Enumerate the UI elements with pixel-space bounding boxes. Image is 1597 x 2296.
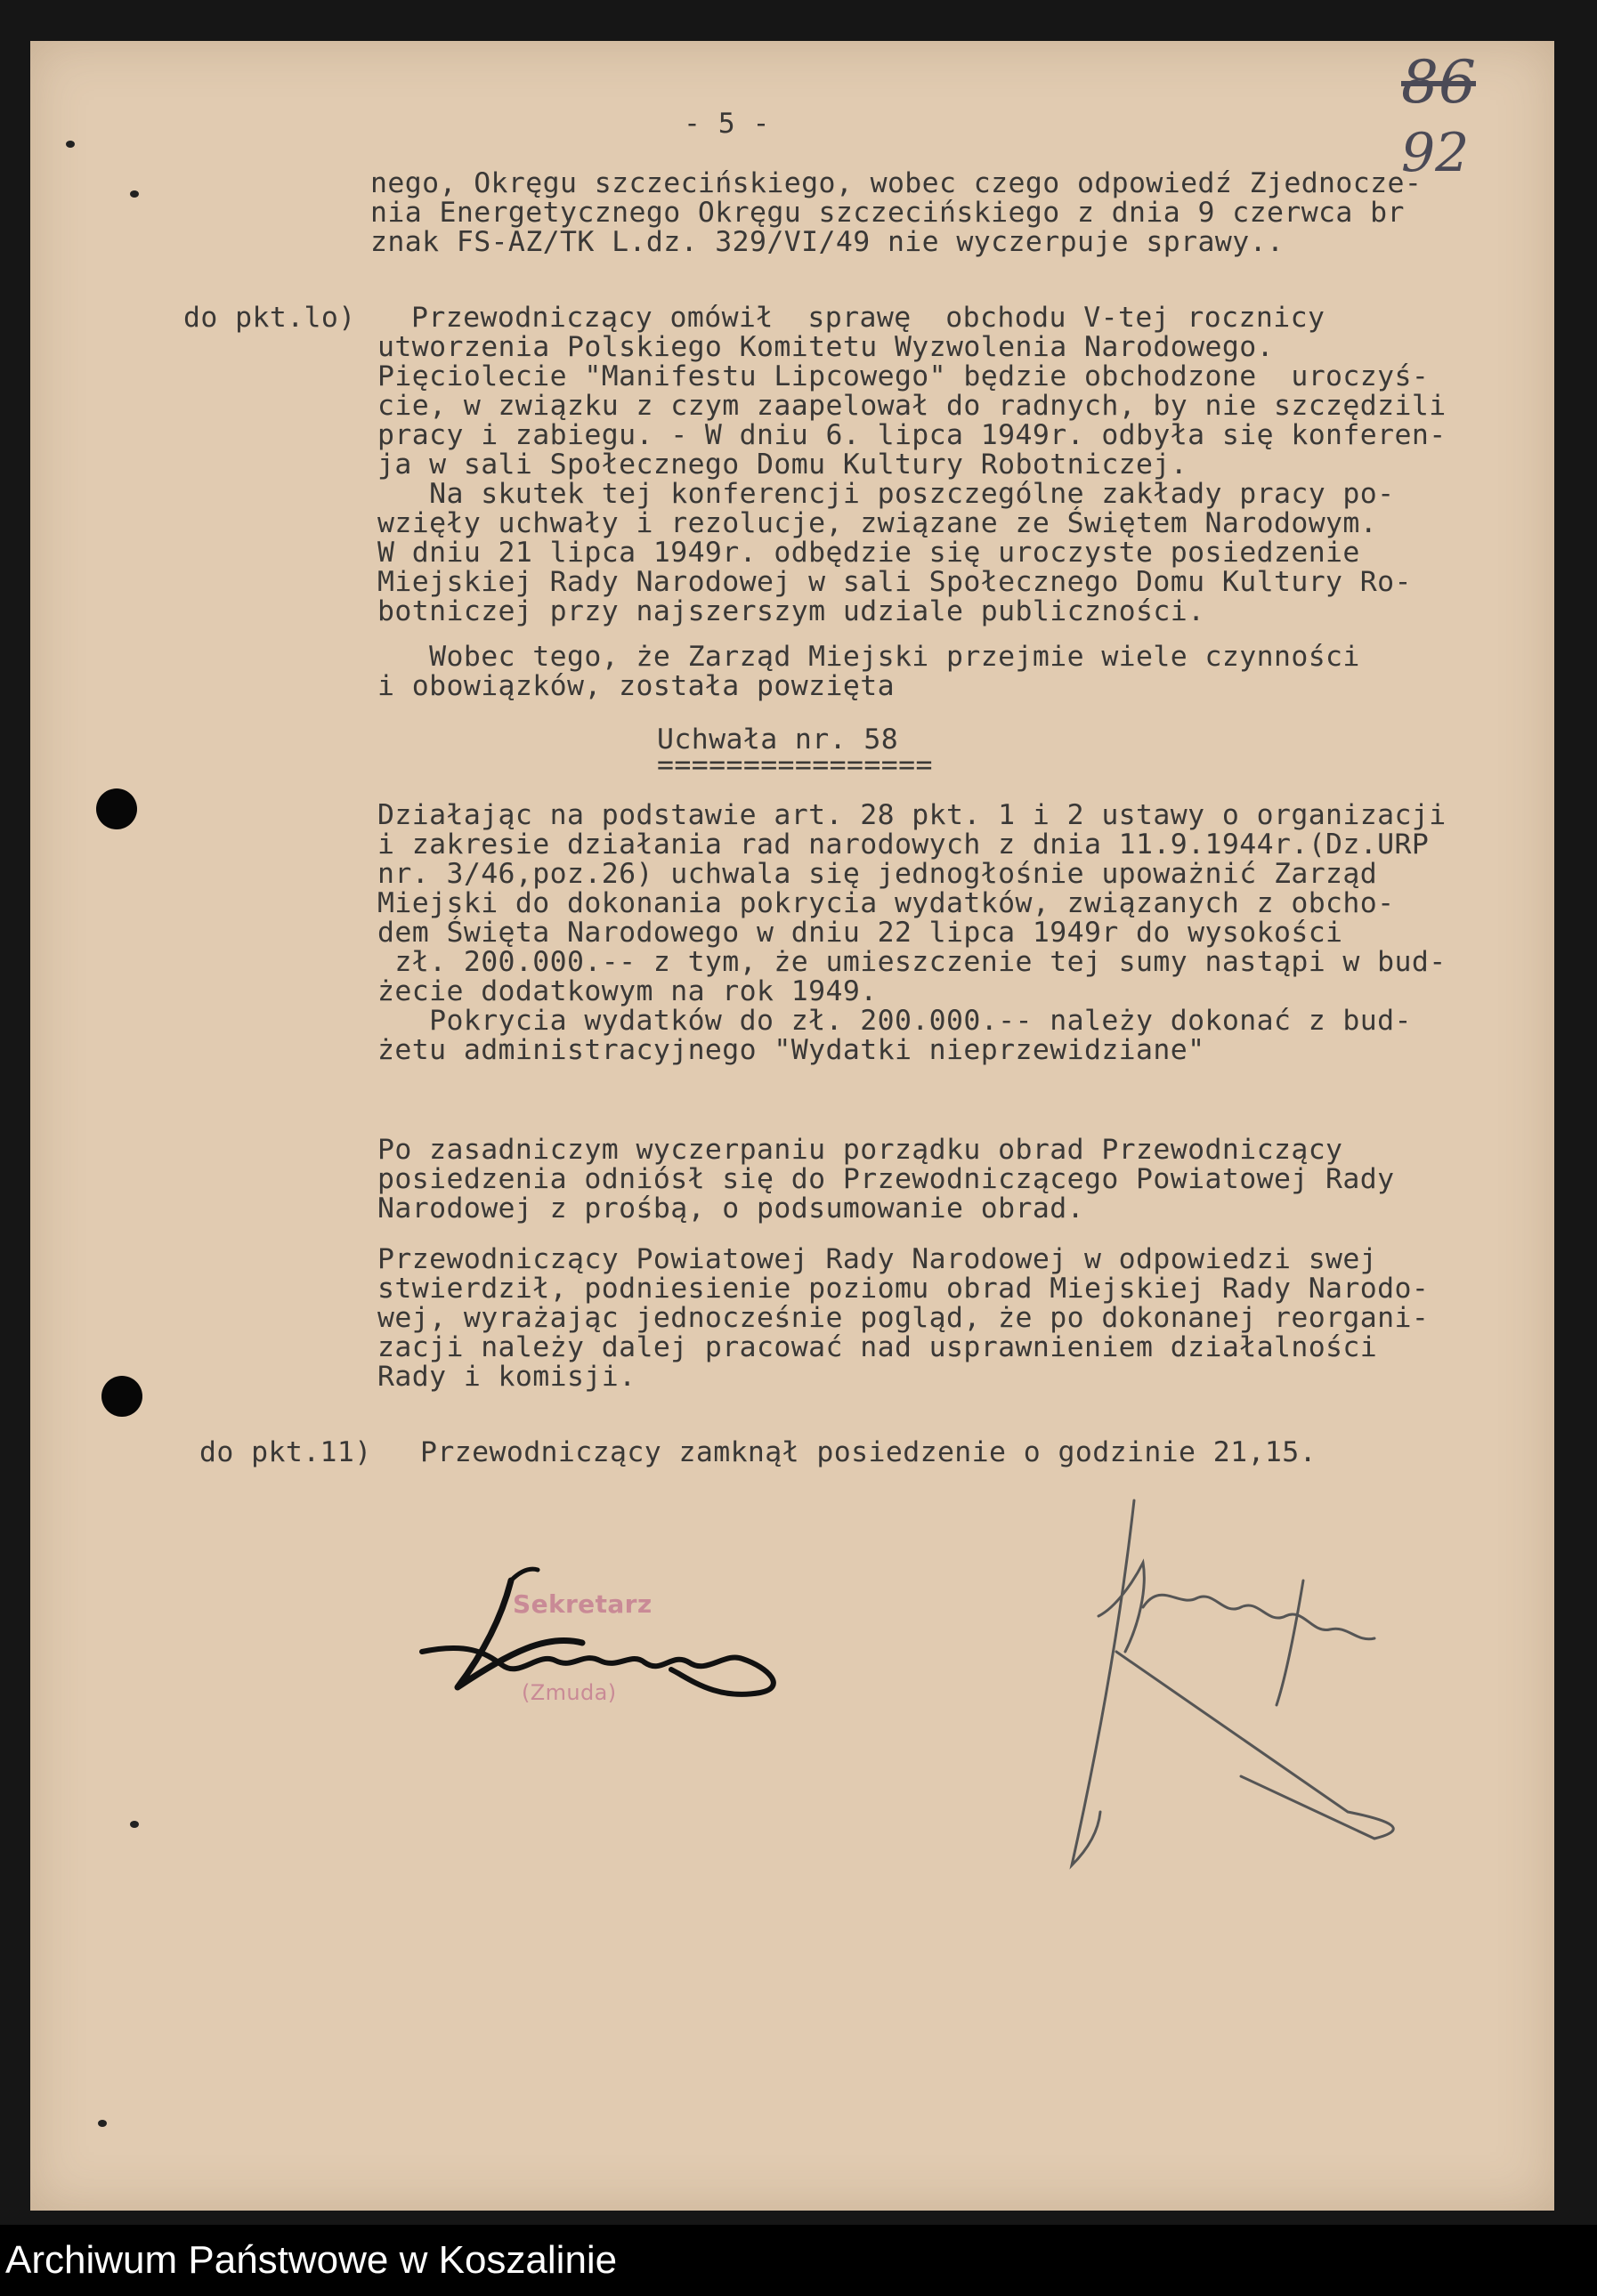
archive-name: Archiwum Państwowe w Koszalinie [5,2238,618,2282]
page-number: - 5 - [684,108,770,140]
folio-old: 86 [1401,48,1476,117]
body-line: ja w sali Społecznego Domu Kultury Robotniczej. [377,449,1188,481]
resolution-title: Uchwała nr. 58 [657,724,899,756]
body-line: Wobec tego, że Zarząd Miejski przejmie wiele czynności [377,641,1360,673]
punch-hole-bottom [101,1376,142,1417]
body-line: Rady i komisji. [377,1361,636,1393]
body-line: zacji należy dalej pracować nad usprawnieniem działalności [377,1331,1378,1363]
signature-secretary [404,1518,814,1732]
body-line: Przewodniczący zamknął posiedzenie o godzinie 21,15. [420,1436,1317,1468]
body-line: żetu administracyjnego "Wydatki nieprzewidziane" [377,1034,1205,1066]
body-line: Na skutek tej konferencji poszczególne zakłady pracy po- [377,478,1395,510]
body-line: zł. 200.000.-- z tym, że umieszczenie tej sumy nastąpi w bud- [377,946,1447,978]
section-label-pkt10: do pkt.lo) [183,302,356,334]
body-line: Po zasadniczym wyczerpaniu porządku obrad Przewodniczący [377,1134,1343,1166]
paper-mark [130,1821,139,1828]
body-line: nego, Okręgu szczecińskiego, wobec czego odpowiedź Zjednocze- [370,167,1423,199]
body-line: Pokrycia wydatków do zł. 200.000.-- należy dokonać z bud- [377,1005,1412,1037]
body-line: utworzenia Polskiego Komitetu Wyzwolenia Narodowego. [377,331,1274,363]
body-line: cie, w związku z czym zaapelował do radnych, by nie szczędzili [377,390,1447,422]
archive-footer [0,2225,1597,2296]
body-line: Przewodniczący omówił sprawę obchodu V-tej rocznicy [411,302,1325,334]
body-line: Miejski do dokonania pokrycia wydatków, związanych z obcho- [377,887,1395,919]
body-line: W dniu 21 lipca 1949r. odbędzie się uroczyste posiedzenie [377,537,1360,569]
paper-mark [130,190,139,198]
body-line: Miejskiej Rady Narodowej w sali Społecznego Domu Kultury Ro- [377,566,1412,598]
body-line: posiedzenia odniósł się do Przewodniczącego Powiatowej Rady [377,1163,1395,1195]
stamp-title: Sekretarz [513,1589,653,1619]
body-line: stwierdził, podniesienie poziomu obrad Miejskiej Rady Narodo- [377,1273,1430,1305]
paper-mark [66,141,75,148]
body-line: Pięciolecie "Manifestu Lipcowego" będzie obchodzone uroczyś- [377,360,1430,392]
body-line: pracy i zabiegu. - W dniu 6. lipca 1949r. odbyła się konferen- [377,419,1447,451]
body-line: Przewodniczący Powiatowej Rady Narodowej w odpowiedzi swej [377,1243,1378,1275]
body-line: wej, wyrażając jednocześnie pogląd, że po dokonanej reorgani- [377,1302,1430,1334]
resolution-underline: ================ [657,749,933,781]
body-line: nr. 3/46,poz.26) uchwala się jednogłośnie upoważnić Zarząd [377,858,1378,890]
body-line: wzięły uchwały i rezolucje, związane ze Świętem Narodowym. [377,507,1378,539]
body-line: dem Święta Narodowego w dniu 22 lipca 1949r do wysokości [377,917,1343,949]
body-line: żecie dodatkowym na rok 1949. [377,975,878,1007]
folio-new: 92 [1401,122,1470,184]
body-line: Narodowej z prośbą, o podsumowanie obrad. [377,1192,1084,1225]
punch-hole-top [96,788,137,829]
stamp-name: (Zmuda) [522,1680,617,1705]
body-line: i zakresie działania rad narodowych z dnia 11.9.1944r.(Dz.URP [377,829,1430,861]
body-line: i obowiązków, została powzięta [377,670,895,702]
body-line: Działając na podstawie art. 28 pkt. 1 i 2 ustawy o organizacji [377,799,1447,831]
section-label-pkt11: do pkt.11) [199,1436,372,1468]
folio-number [1401,48,1554,185]
body-line: botniczej przy najszerszym udziale publiczności. [377,595,1205,627]
paper-mark [98,2120,107,2127]
body-line: nia Energetycznego Okręgu szczecińskiego z dnia 9 czerwca br [370,197,1405,229]
document-page [30,41,1554,2211]
signature-chairman [1036,1474,1419,1910]
body-line: znak FS-AZ/TK L.dz. 329/VI/49 nie wyczerpuje sprawy.. [370,226,1285,258]
